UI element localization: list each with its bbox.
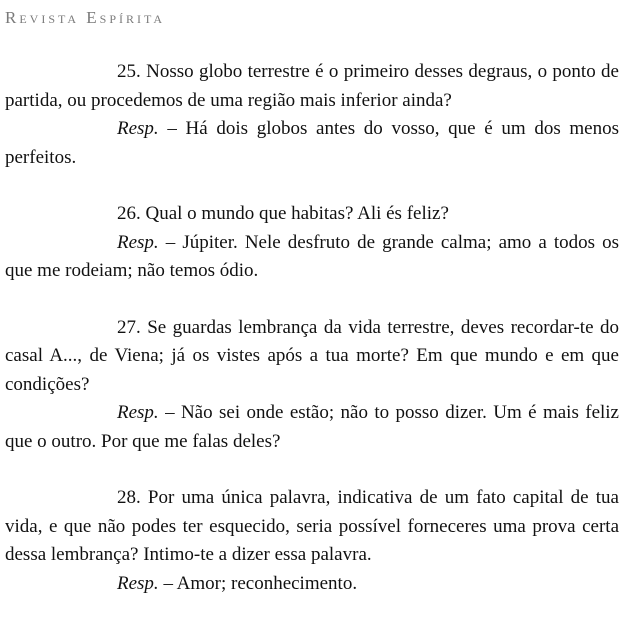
question-paragraph: 25. Nosso globo terrestre é o primeiro desses degraus, o ponto de partida, ou procedemos de uma região mais inferior ainda? (5, 61, 619, 111)
answer-paragraph (5, 399, 619, 456)
question-paragraph: 27. Se guardas lembrança da vida terrestre, deves recordar-te do casal A..., de Viena; já os vistes após a tua morte? Em que mundo e em que condições? (5, 316, 619, 395)
resp-label: Resp. (117, 402, 159, 423)
answer-paragraph (5, 229, 619, 286)
resp-label: Resp. (117, 118, 159, 139)
page-body (5, 58, 619, 598)
answer-text: – Júpiter. Nele desfruto de grande calma; amo a todos os que me rodeiam; não temos ódio. (5, 231, 619, 281)
answer-text: – Não sei onde estão; não to posso dizer. Um é mais feliz que o outro. Por que me falas deles? (5, 402, 619, 452)
running-header: Revista Espírita (5, 8, 166, 27)
answer-paragraph (5, 115, 619, 172)
resp-label: Resp. (117, 572, 159, 594)
resp-label: Resp. (117, 231, 159, 253)
answer-text: – Amor; reconhecimento. (158, 572, 358, 594)
answer-paragraph (5, 570, 619, 599)
question-paragraph: 28. Por uma única palavra, indicativa de um fato capital de tua vida, e que não podes ter esquecido, seria possível forneceres uma prova certa dessa lembrança? Intimo-te a dizer essa palavra. (5, 487, 619, 565)
question-paragraph: 26. Qual o mundo que habitas? Ali és feliz? (117, 203, 449, 224)
answer-text: – Há dois globos antes do vosso, que é um dos menos perfeitos. (5, 118, 619, 168)
